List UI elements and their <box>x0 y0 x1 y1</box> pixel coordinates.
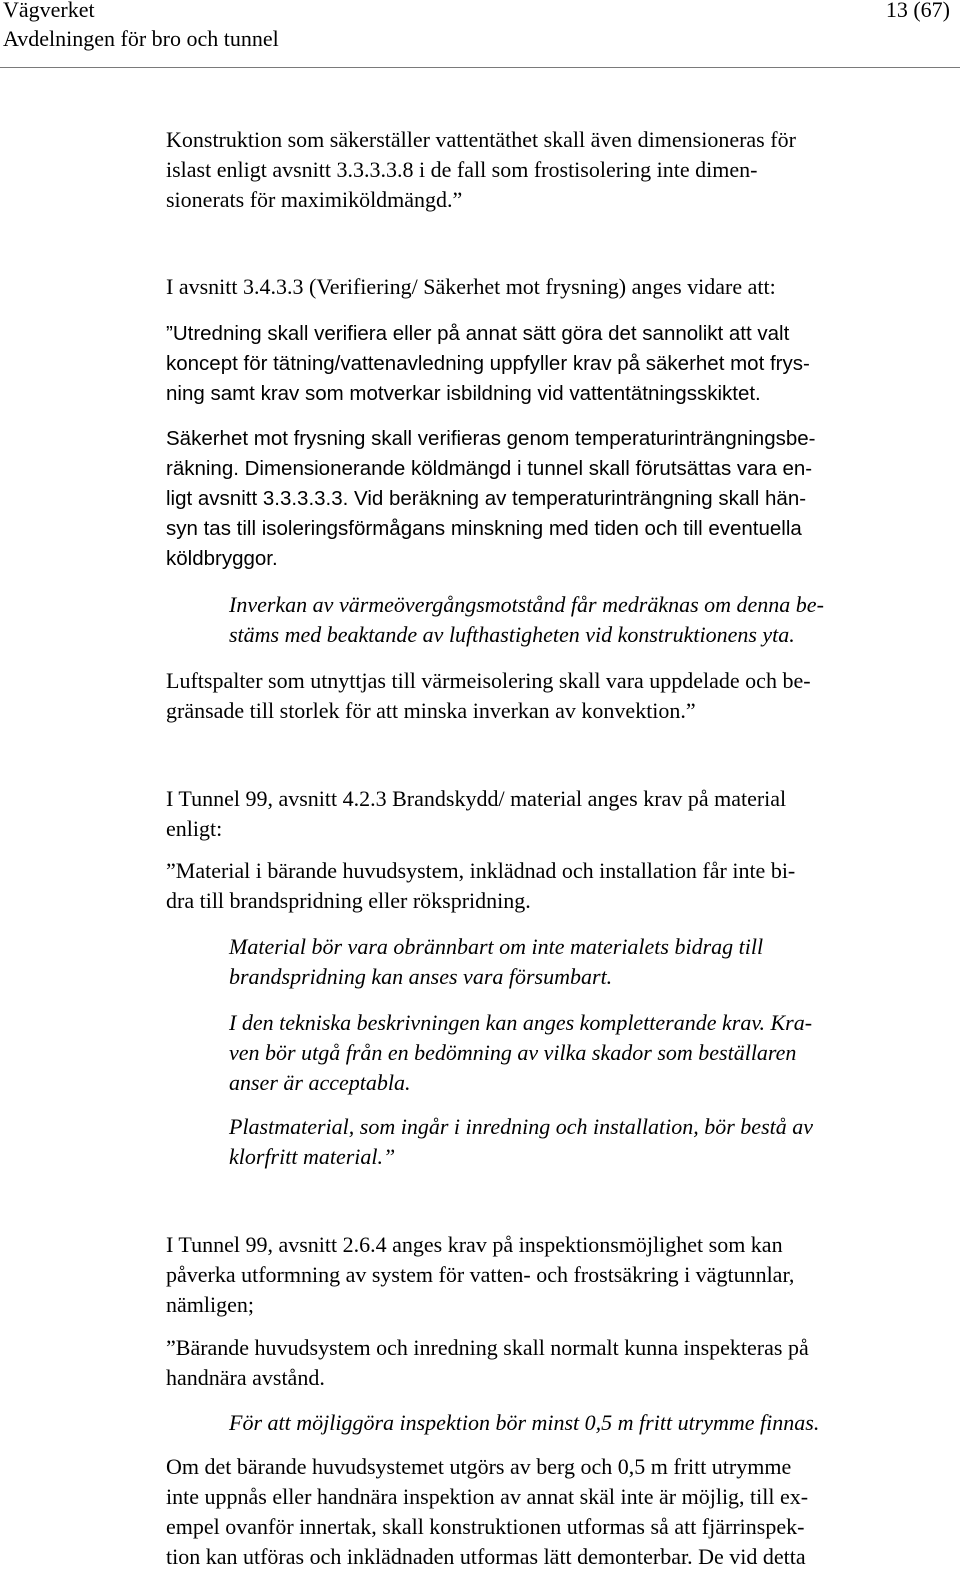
paragraph-fire-protection-reference <box>166 784 946 844</box>
paragraph-inspection-reference <box>166 1230 946 1320</box>
text-line: Om det bärande huvudsystemet utgörs av berg och 0,5 m fritt utrymme <box>166 1454 792 1479</box>
page-header-left <box>3 0 279 53</box>
text-line: I den tekniska beskrivningen kan anges kompletterande krav. Kra- <box>229 1010 813 1035</box>
quote-frost-safety <box>166 424 946 574</box>
text-line: För att möjliggöra inspektion bör minst 0,5 m fritt utrymme finnas. <box>229 1410 820 1435</box>
text-line: anser är acceptabla. <box>229 1070 411 1095</box>
text-line: Luftspalter som utnyttjas till värmeisolering skall vara uppdelade och be- <box>166 668 811 693</box>
paragraph-air-gaps <box>166 666 946 726</box>
text-line: Plastmaterial, som ingår i inredning och installation, bör bestå av <box>229 1114 814 1139</box>
text-line: Säkerhet mot frysning skall verifieras genom temperaturinträngningsbe- <box>166 427 816 450</box>
header-divider <box>0 67 960 68</box>
paragraph-ice-load <box>166 125 946 215</box>
text-line: I Tunnel 99, avsnitt 4.2.3 Brandskydd/ material anges krav på material <box>166 786 787 811</box>
header-department: Avdelningen för bro och tunnel <box>3 26 279 51</box>
text-line: koncept för tätning/vattenavledning uppfyller krav på säkerhet mot frys- <box>166 352 810 375</box>
advice-technical-description <box>229 1008 949 1098</box>
text-line: syn tas till isoleringsförmågans minskning med tiden och till eventuella <box>166 517 802 540</box>
quote-material <box>166 856 946 916</box>
text-line: handnära avstånd. <box>166 1365 325 1390</box>
text-line: brandspridning kan anses vara försumbart. <box>229 964 613 989</box>
advice-free-space <box>229 1408 949 1438</box>
text-line: empel ovanför innertak, skall konstruktionen utformas så att fjärrinspek- <box>166 1514 805 1539</box>
text-line: sionerats för maximiköldmängd.” <box>166 187 463 212</box>
paragraph-section-reference <box>166 272 946 302</box>
text-line: räkning. Dimensionerande köldmängd i tunnel skall förutsättas vara en- <box>166 457 813 480</box>
text-line: nämligen; <box>166 1292 254 1317</box>
text-line: enligt: <box>166 816 223 841</box>
text-line: ligt avsnitt 3.3.3.3.3. Vid beräkning av temperaturinträngning skall hän- <box>166 487 807 510</box>
text-line: Inverkan av värmeövergångsmotstånd får medräknas om denna be- <box>229 592 824 617</box>
advice-heat-transfer <box>229 590 949 650</box>
quote-inspection <box>166 1333 946 1393</box>
text-line: gränsade till storlek för att minska inverkan av konvektion.” <box>166 698 696 723</box>
paragraph-remote-inspection <box>166 1452 946 1572</box>
text-line: ven bör utgå från en bedömning av vilka skador som beställaren <box>229 1040 797 1065</box>
text-line: klorfritt material.” <box>229 1144 396 1169</box>
text-line: tion kan utföras och inklädnaden utformas lätt demonterbar. De vid detta <box>166 1544 806 1569</box>
text-line: I Tunnel 99, avsnitt 2.6.4 anges krav på inspektionsmöjlighet som kan <box>166 1232 783 1257</box>
text-line: islast enligt avsnitt 3.3.3.3.8 i de fall som frostisolering inte dimen- <box>166 157 758 182</box>
text-line: ”Bärande huvudsystem och inredning skall normalt kunna inspekteras på <box>166 1335 809 1360</box>
text-line: dra till brandspridning eller rökspridning. <box>166 888 531 913</box>
quote-investigation <box>166 319 946 409</box>
text-line: ”Material i bärande huvudsystem, inklädnad och installation får inte bi- <box>166 858 796 883</box>
text-line: påverka utformning av system för vatten- och frostsäkring i vägtunnlar, <box>166 1262 795 1287</box>
text-line: Material bör vara obrännbart om inte materialets bidrag till <box>229 934 764 959</box>
text-line: ning samt krav som motverkar isbildning vid vattentätningsskiktet. <box>166 382 761 405</box>
text-line: I avsnitt 3.4.3.3 (Verifiering/ Säkerhet mot frysning) anges vidare att: <box>166 274 776 299</box>
advice-noncombustible <box>229 932 949 992</box>
text-line: inte uppnås eller handnära inspektion av annat skäl inte är möjlig, till ex- <box>166 1484 809 1509</box>
text-line: köldbryggor. <box>166 547 278 570</box>
advice-plastic-material <box>229 1112 949 1172</box>
text-line: Konstruktion som säkerställer vattentäthet skall även dimensioneras för <box>166 127 796 152</box>
header-page-number: 13 (67) <box>885 0 950 22</box>
text-line: stäms med beaktande av lufthastigheten vid konstruktionens yta. <box>229 622 795 647</box>
header-org: Vägverket <box>3 0 95 22</box>
text-line: ”Utredning skall verifiera eller på annat sätt göra det sannolikt att valt <box>166 322 790 345</box>
